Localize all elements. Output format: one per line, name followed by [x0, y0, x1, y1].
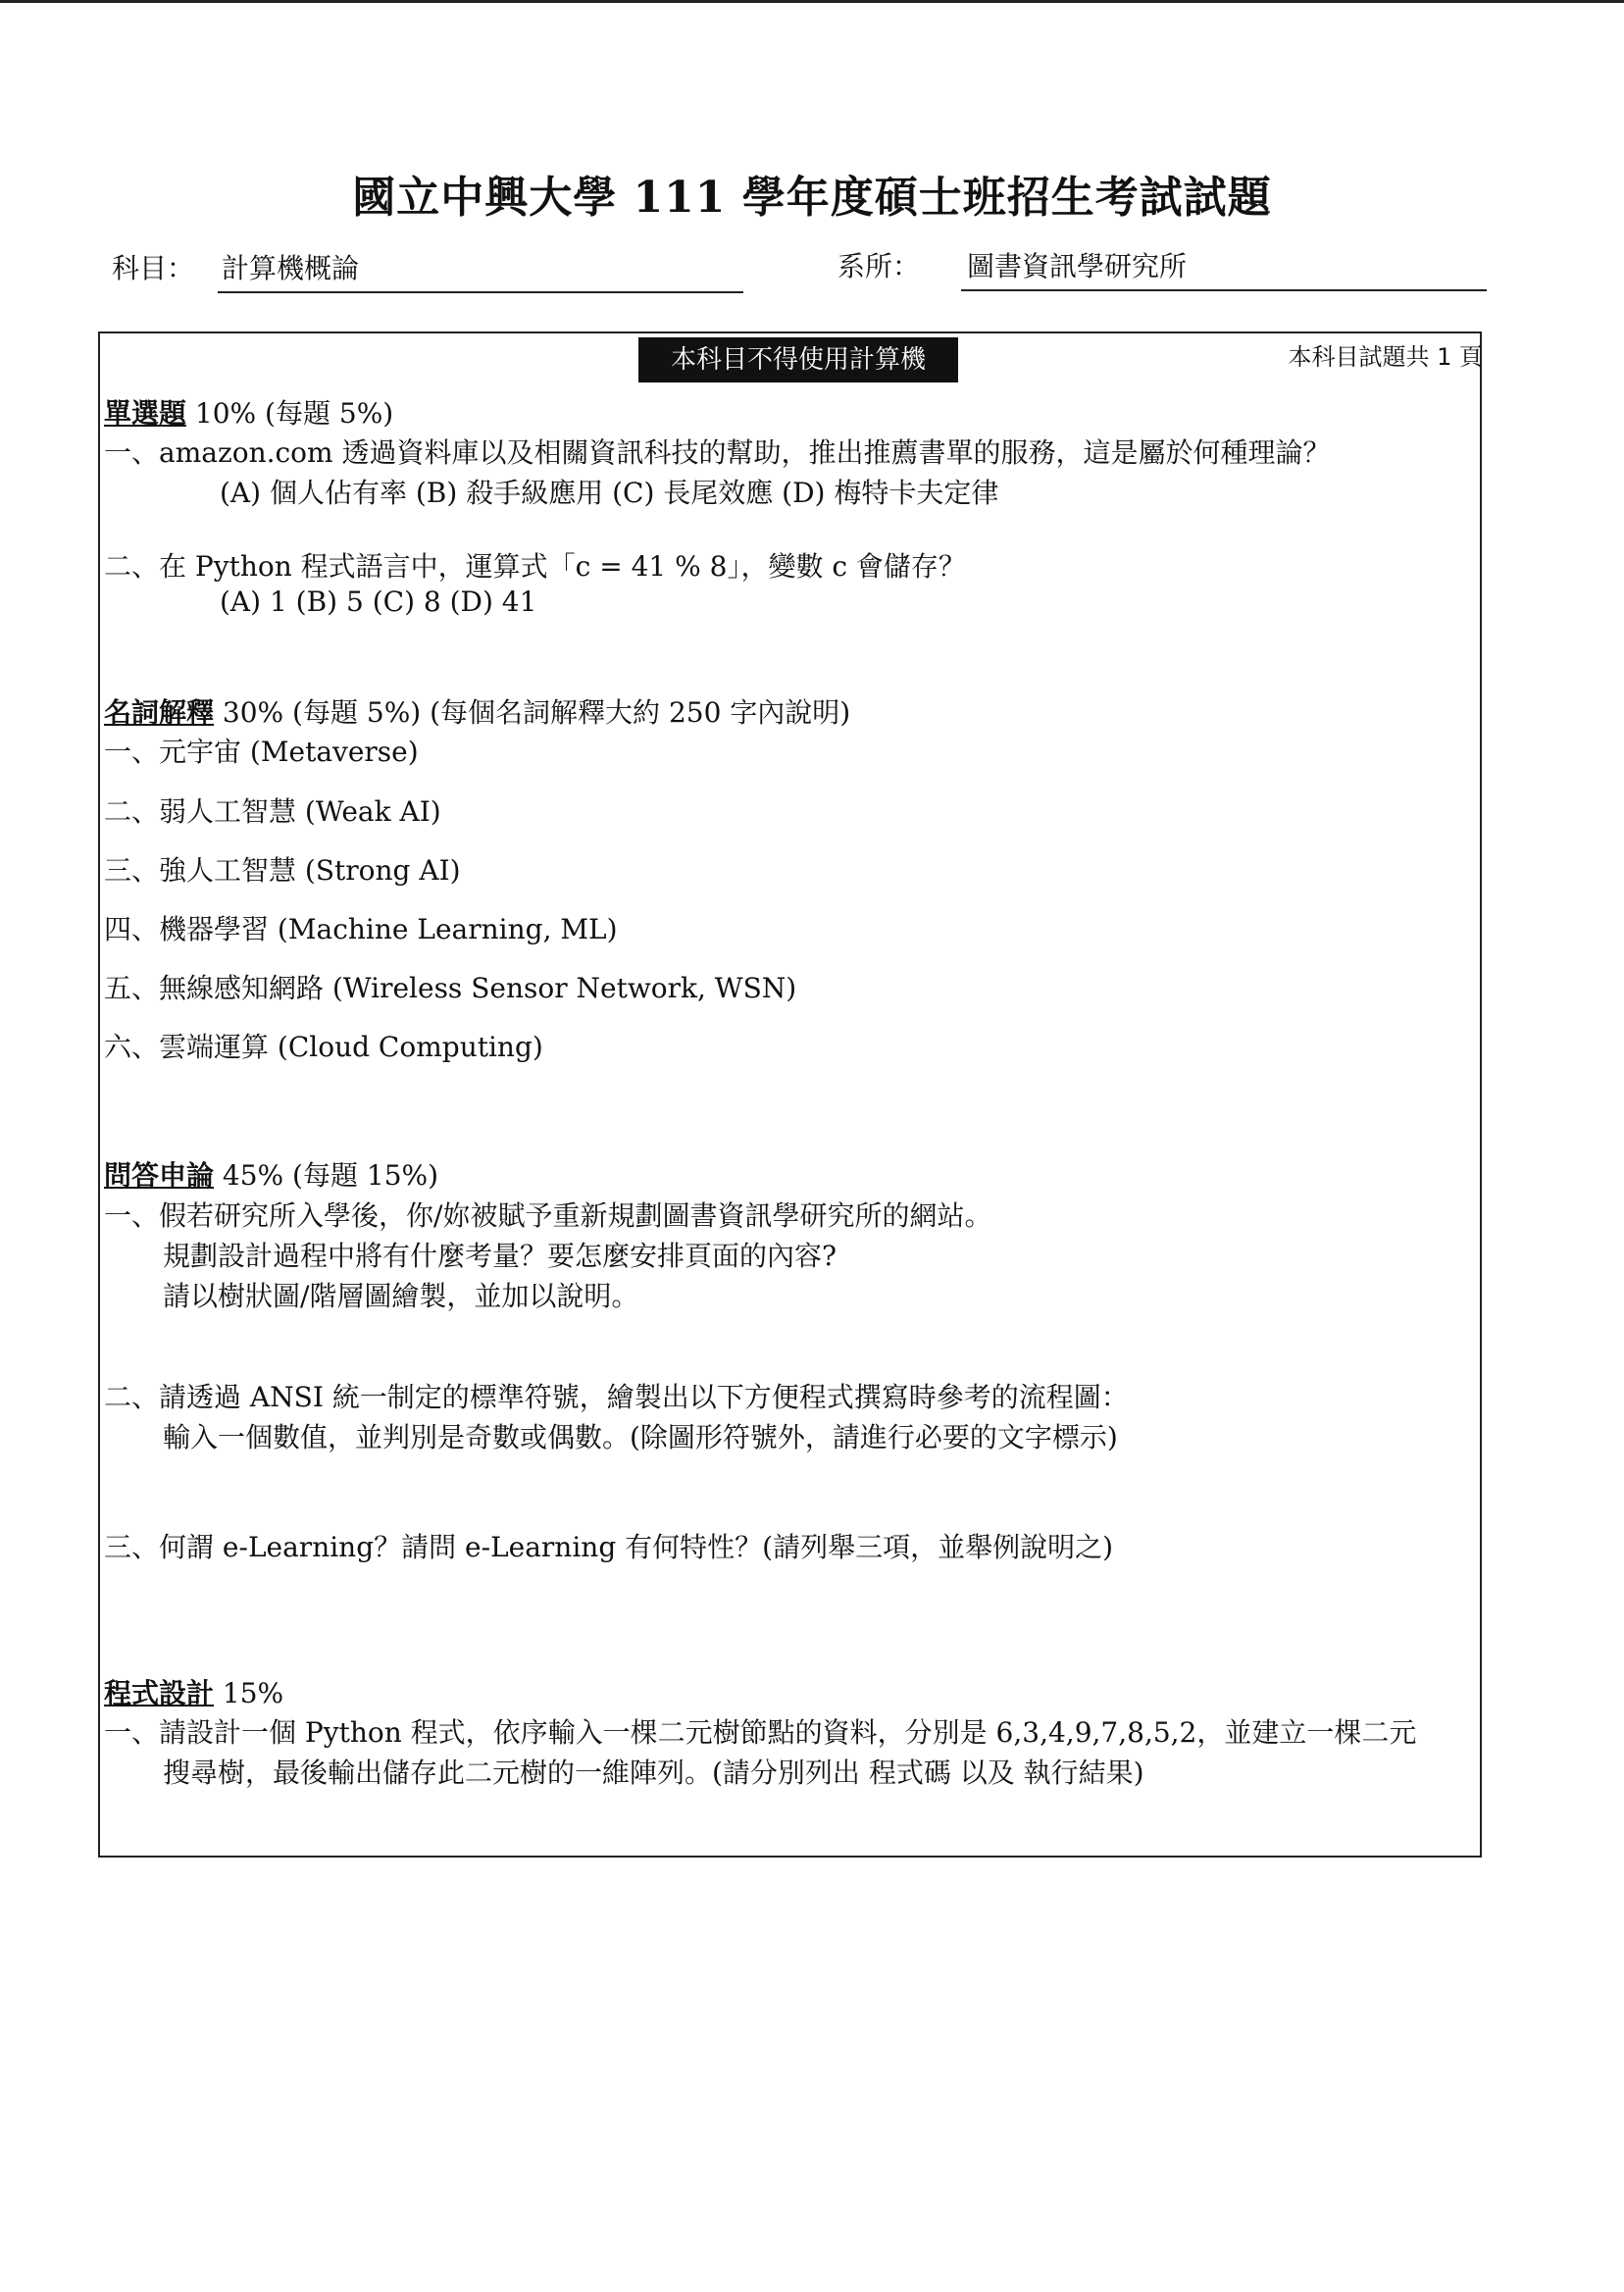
subject-label: 科目：	[112, 252, 195, 284]
question-item: 一、假若研究所入學後，你/妳被賦予重新規劃圖書資訊學研究所的網站。	[104, 1199, 992, 1232]
question-continuation: 搜尋樹，最後輸出儲存此二元樹的一維陣列。(請分別列出 程式碼 以及 執行結果)	[163, 1757, 1144, 1789]
question-item: 二、弱人工智慧 (Weak AI)	[104, 795, 441, 828]
question-item: 一、元宇宙 (Metaverse)	[104, 736, 419, 768]
question-item: 二、在 Python 程式語言中，運算式「c = 41 % 8」，變數 c 會儲存？	[104, 550, 966, 583]
question-item: 四、機器學習 (Machine Learning, ML)	[104, 913, 618, 945]
subject-value: 計算機概論	[222, 252, 360, 284]
page-count: 本科目試題共 1 頁	[1288, 343, 1483, 371]
section-heading: 問答申論 45% (每題 15%)	[104, 1159, 439, 1192]
question-options: (A) 1 (B) 5 (C) 8 (D) 41	[220, 586, 537, 618]
question-item: 二、請透過 ANSI 統一制定的標準符號，繪製出以下方便程式撰寫時參考的流程圖：	[104, 1381, 1129, 1413]
question-continuation: 請以樹狀圖/階層圖繪製，並加以說明。	[163, 1280, 639, 1312]
top-border	[0, 0, 1624, 3]
department-underline	[961, 289, 1487, 291]
section-heading: 單選題 10% (每題 5%)	[104, 397, 394, 430]
question-item: 三、強人工智慧 (Strong AI)	[104, 854, 461, 887]
section-heading: 程式設計 15%	[104, 1677, 284, 1709]
question-options: (A) 個人佔有率 (B) 殺手級應用 (C) 長尾效應 (D) 梅特卡夫定律	[220, 477, 999, 509]
section-heading: 名詞解釋 30% (每題 5%) (每個名詞解釋大約 250 字內說明)	[104, 696, 851, 729]
question-item: 三、何謂 e-Learning？請問 e-Learning 有何特性？(請列舉三項，並舉例說明之)	[104, 1531, 1114, 1563]
question-continuation: 輸入一個數值，並判別是奇數或偶數。(除圖形符號外，請進行必要的文字標示)	[163, 1421, 1118, 1453]
question-continuation: 規劃設計過程中將有什麼考量？要怎麼安排頁面的內容?	[163, 1240, 837, 1272]
question-item: 一、amazon.com 透過資料庫以及相關資訊科技的幫助，推出推薦書單的服務，這是屬於何種理論？	[104, 436, 1331, 469]
exam-title: 國立中興大學 111 學年度碩士班招生考試試題	[352, 173, 1272, 223]
question-item: 六、雲端運算 (Cloud Computing)	[104, 1031, 543, 1063]
department-value: 圖書資訊學研究所	[967, 250, 1188, 282]
subject-underline	[218, 291, 743, 293]
question-item: 五、無線感知網路 (Wireless Sensor Network, WSN)	[104, 972, 797, 1004]
department-label: 系所：	[837, 250, 921, 282]
question-item: 一、請設計一個 Python 程式，依序輸入一棵二元樹節點的資料，分別是 6,3,4,9,7,8,5,2，並建立一棵二元	[104, 1716, 1417, 1749]
no-calculator-notice: 本科目不得使用計算機	[638, 337, 958, 382]
